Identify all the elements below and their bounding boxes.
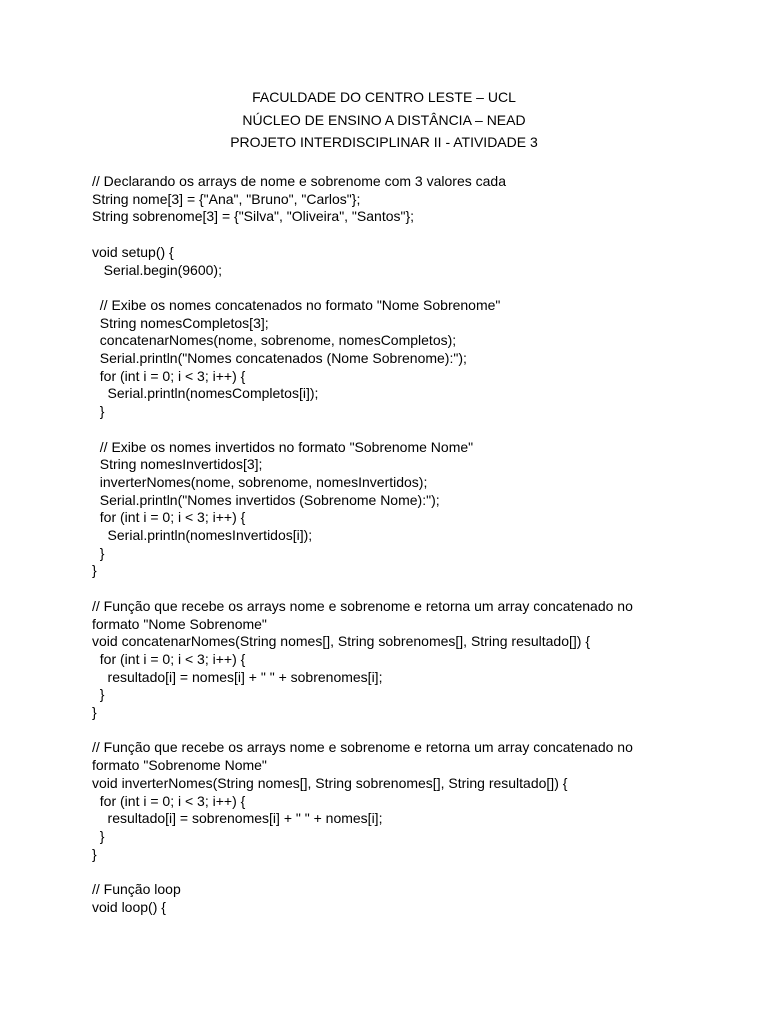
code-line: for (int i = 0; i < 3; i++) { [92, 650, 246, 667]
code-line: resultado[i] = sobrenomes[i] + " " + nomes[i]; [92, 810, 383, 827]
code-line: void setup() { [92, 243, 174, 260]
code-line: Serial.println(nomesInvertidos[i]); [92, 527, 313, 544]
code-line: for (int i = 0; i < 3; i++) { [92, 792, 246, 809]
code-line: // Função loop [92, 881, 181, 898]
code-line: String sobrenome[3] = {"Silva", "Oliveira", "Santos"}; [92, 208, 415, 225]
code-line: } [92, 403, 105, 420]
code-line: // Função que recebe os arrays nome e sobrenome e retorna um array concatenado no [92, 739, 633, 756]
code-line: void loop() { [92, 898, 166, 915]
code-line: Serial.println(nomesCompletos[i]); [92, 385, 319, 402]
code-line: formato "Sobrenome Nome" [92, 757, 267, 774]
code-line: Serial.begin(9600); [92, 261, 222, 278]
header-project-title: PROJETO INTERDISCIPLINAR II - ATIVIDADE 3 [230, 134, 538, 150]
code-line [92, 722, 672, 740]
code-listing [92, 173, 672, 916]
code-line [92, 421, 672, 439]
code-line: } [92, 544, 105, 561]
code-line: } [92, 562, 97, 579]
code-line: concatenarNomes(nome, sobrenome, nomesCompletos); [92, 332, 457, 349]
code-line: for (int i = 0; i < 3; i++) { [92, 509, 246, 526]
code-line: void inverterNomes(String nomes[], String sobrenomes[], String resultado[]) { [92, 774, 568, 791]
code-line: // Exibe os nomes concatenados no formato "Nome Sobrenome" [92, 296, 501, 313]
code-line [92, 279, 672, 297]
code-line: for (int i = 0; i < 3; i++) { [92, 367, 246, 384]
code-line [92, 580, 672, 598]
code-line: String nomesInvertidos[3]; [92, 456, 263, 473]
code-line [92, 226, 672, 244]
code-line: String nomesCompletos[3]; [92, 314, 269, 331]
code-line: } [92, 845, 97, 862]
header-institution: FACULDADE DO CENTRO LESTE – UCL [252, 89, 516, 105]
code-line [92, 863, 672, 881]
code-line: } [92, 686, 105, 703]
code-line: String nome[3] = {"Ana", "Bruno", "Carlos"}; [92, 190, 361, 207]
code-line: // Função que recebe os arrays nome e sobrenome e retorna um array concatenado no [92, 597, 633, 614]
code-line: void concatenarNomes(String nomes[], String sobrenomes[], String resultado[]) { [92, 633, 591, 650]
code-line: } [92, 827, 105, 844]
code-line: // Declarando os arrays de nome e sobrenome com 3 valores cada [92, 173, 506, 189]
code-line: // Exibe os nomes invertidos no formato "Sobrenome Nome" [92, 438, 474, 455]
code-line: formato "Nome Sobrenome" [92, 615, 267, 632]
code-line: inverterNomes(nome, sobrenome, nomesInvertidos); [92, 473, 428, 490]
code-line: Serial.println("Nomes invertidos (Sobrenome Nome):"); [92, 491, 440, 508]
code-line: Serial.println("Nomes concatenados (Nome Sobrenome):"); [92, 350, 467, 366]
code-line: } [92, 704, 97, 721]
code-line: resultado[i] = nomes[i] + " " + sobrenomes[i]; [92, 668, 383, 685]
header-department: NÚCLEO DE ENSINO A DISTÂNCIA – NEAD [242, 111, 526, 128]
document-header [0, 86, 768, 154]
